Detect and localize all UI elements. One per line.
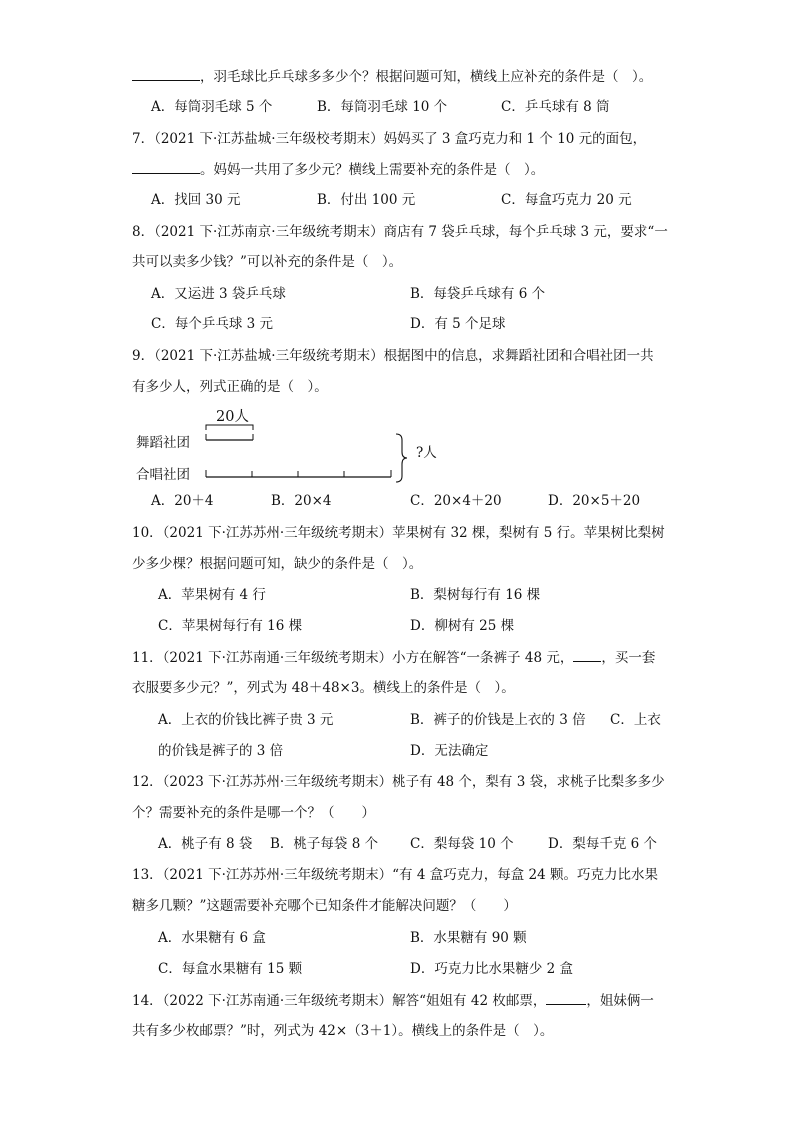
total-brace bbox=[396, 434, 407, 482]
q10-option-b[interactable]: B．梨树每行有 16 棵 bbox=[410, 587, 541, 603]
q8-option-d[interactable]: D．有 5 个足球 bbox=[410, 316, 506, 332]
q11-stem-line1: 11．（2021 下·江苏南通·三年级统考期末）小方在解答“一条裤子 48 元， ，买一套 bbox=[132, 647, 655, 668]
q12-stem-line2: 个？需要补充的条件是哪一个？（ ） bbox=[132, 805, 375, 821]
q8-stem-line1: 8．（2021 下·江苏南京·三年级统考期末）商店有 7 袋乒乓球，每个乒乓球 3 元，要求“一 bbox=[132, 224, 668, 240]
q13-stem-line1: 13．（2021 下·江苏苏州·三年级统考期末）“有 4 盒巧克力，每盒 24 颗。巧克力比水果 bbox=[132, 867, 658, 883]
dance-club-label: 舞蹈社团 bbox=[136, 435, 190, 451]
choir-club-label: 合唱社团 bbox=[136, 467, 190, 483]
q12-option-b[interactable]: B．桃子每袋 8 个 bbox=[270, 836, 379, 852]
q8-option-c[interactable]: C．每个乒乓球 3 元 bbox=[151, 316, 274, 332]
total-label: ?人 bbox=[416, 445, 437, 461]
q11-option-b[interactable]: B．裤子的价钱是上衣的 3 倍 bbox=[410, 712, 586, 728]
q7-option-b[interactable]: B．付出 100 元 bbox=[317, 192, 416, 208]
q11-option-c[interactable]: C．上衣 bbox=[610, 712, 661, 728]
q10-option-c[interactable]: C．苹果树每行有 16 棵 bbox=[158, 618, 303, 634]
q12-option-c[interactable]: C．梨每袋 10 个 bbox=[410, 836, 514, 852]
q7-stem-line1: 7．（2021 下·江苏盐城·三年级校考期末）妈妈买了 3 盒巧克力和 1 个 10 元的面包， bbox=[132, 131, 647, 147]
q10-option-a[interactable]: A．苹果树有 4 行 bbox=[158, 587, 266, 603]
q10-stem-line1: 10．（2021 下·江苏苏州·三年级统考期末）苹果树有 32 棵，梨树有 5 行。苹果树比梨树 bbox=[132, 525, 665, 541]
q9-stem-line2: 有多少人，列式正确的是（ ）。 bbox=[132, 379, 328, 395]
q13-option-d[interactable]: D．巧克力比水果糖少 2 盒 bbox=[410, 961, 573, 977]
q13-option-b[interactable]: B．水果糖有 90 颗 bbox=[410, 930, 527, 946]
q9-option-a[interactable]: A．20＋4 bbox=[151, 493, 214, 509]
q11-stem-line2: 衣服要多少元？”，列式为 48＋48×3。横线上的条件是（ ）。 bbox=[132, 680, 515, 696]
q9-option-b[interactable]: B．20×4 bbox=[271, 493, 332, 509]
q14-stem-line1: 14．（2022 下·江苏南通·三年级统考期末）解答“姐姐有 42 枚邮票， ，姐妹俩一 bbox=[132, 990, 654, 1011]
q12-option-a[interactable]: A．桃子有 8 袋 bbox=[158, 836, 253, 852]
q14-stem-line2: 共有多少枚邮票？”时，列式为 42×（3＋1）。横线上的条件是（ ）。 bbox=[132, 1023, 554, 1039]
q10-stem-line2: 少多少棵？根据问题可知，缺少的条件是（ ）。 bbox=[132, 556, 423, 572]
q13-option-c[interactable]: C．每盒水果糖有 15 颗 bbox=[158, 961, 303, 977]
answer-blank bbox=[132, 66, 200, 81]
unit-label: 20人 bbox=[216, 409, 249, 425]
q11-option-d[interactable]: D．无法确定 bbox=[410, 743, 489, 759]
answer-blank bbox=[132, 159, 200, 174]
q11-option-a[interactable]: A．上衣的价钱比裤子贵 3 元 bbox=[158, 712, 334, 728]
q6-option-a[interactable]: A．每筒羽毛球 5 个 bbox=[151, 99, 273, 115]
q8-option-b[interactable]: B．每袋乒乓球有 6 个 bbox=[410, 286, 546, 302]
answer-blank bbox=[546, 990, 586, 1005]
q12-option-d[interactable]: D．梨每千克 6 个 bbox=[548, 836, 657, 852]
q11-option-c-continued: 的价钱是裤子的 3 倍 bbox=[158, 743, 284, 759]
q12-stem-line1: 12．（2023 下·江苏苏州·三年级统考期末）桃子有 48 个，梨有 3 袋，求桃子比梨多多少 bbox=[132, 774, 665, 790]
q8-option-a[interactable]: A．又运进 3 袋乒乓球 bbox=[151, 286, 286, 302]
q6-stem-line: ，羽毛球比乒乓球多多少个？根据问题可知，横线上应补充的条件是（ ）。 bbox=[132, 66, 652, 87]
q9-stem-line1: 9．（2021 下·江苏盐城·三年级统考期末）根据图中的信息，求舞蹈社团和合唱社团一共 bbox=[132, 348, 654, 364]
q6-option-b[interactable]: B．每筒羽毛球 10 个 bbox=[317, 99, 448, 115]
q9-option-c[interactable]: C．20×4＋20 bbox=[410, 493, 502, 509]
q13-option-a[interactable]: A．水果糖有 6 盒 bbox=[158, 930, 266, 946]
q7-option-c[interactable]: C．每盒巧克力 20 元 bbox=[501, 192, 632, 208]
q13-stem-line2: 糖多几颗？”这题需要补充哪个已知条件才能解决问题？（ ） bbox=[132, 898, 517, 914]
q8-stem-line2: 共可以卖多少钱？”可以补充的条件是（ ）。 bbox=[132, 254, 403, 270]
q9-option-d[interactable]: D．20×5＋20 bbox=[548, 493, 641, 509]
q7-option-a[interactable]: A．找回 30 元 bbox=[151, 192, 241, 208]
q6-option-c[interactable]: C．乒乓球有 8 筒 bbox=[501, 99, 610, 115]
line-segment-diagram bbox=[132, 404, 472, 486]
q10-option-d[interactable]: D．柳树有 25 棵 bbox=[410, 618, 515, 634]
answer-blank bbox=[573, 647, 601, 662]
q7-stem-line2: 。妈妈一共用了多少元？横线上需要补充的条件是（ ）。 bbox=[132, 159, 544, 180]
